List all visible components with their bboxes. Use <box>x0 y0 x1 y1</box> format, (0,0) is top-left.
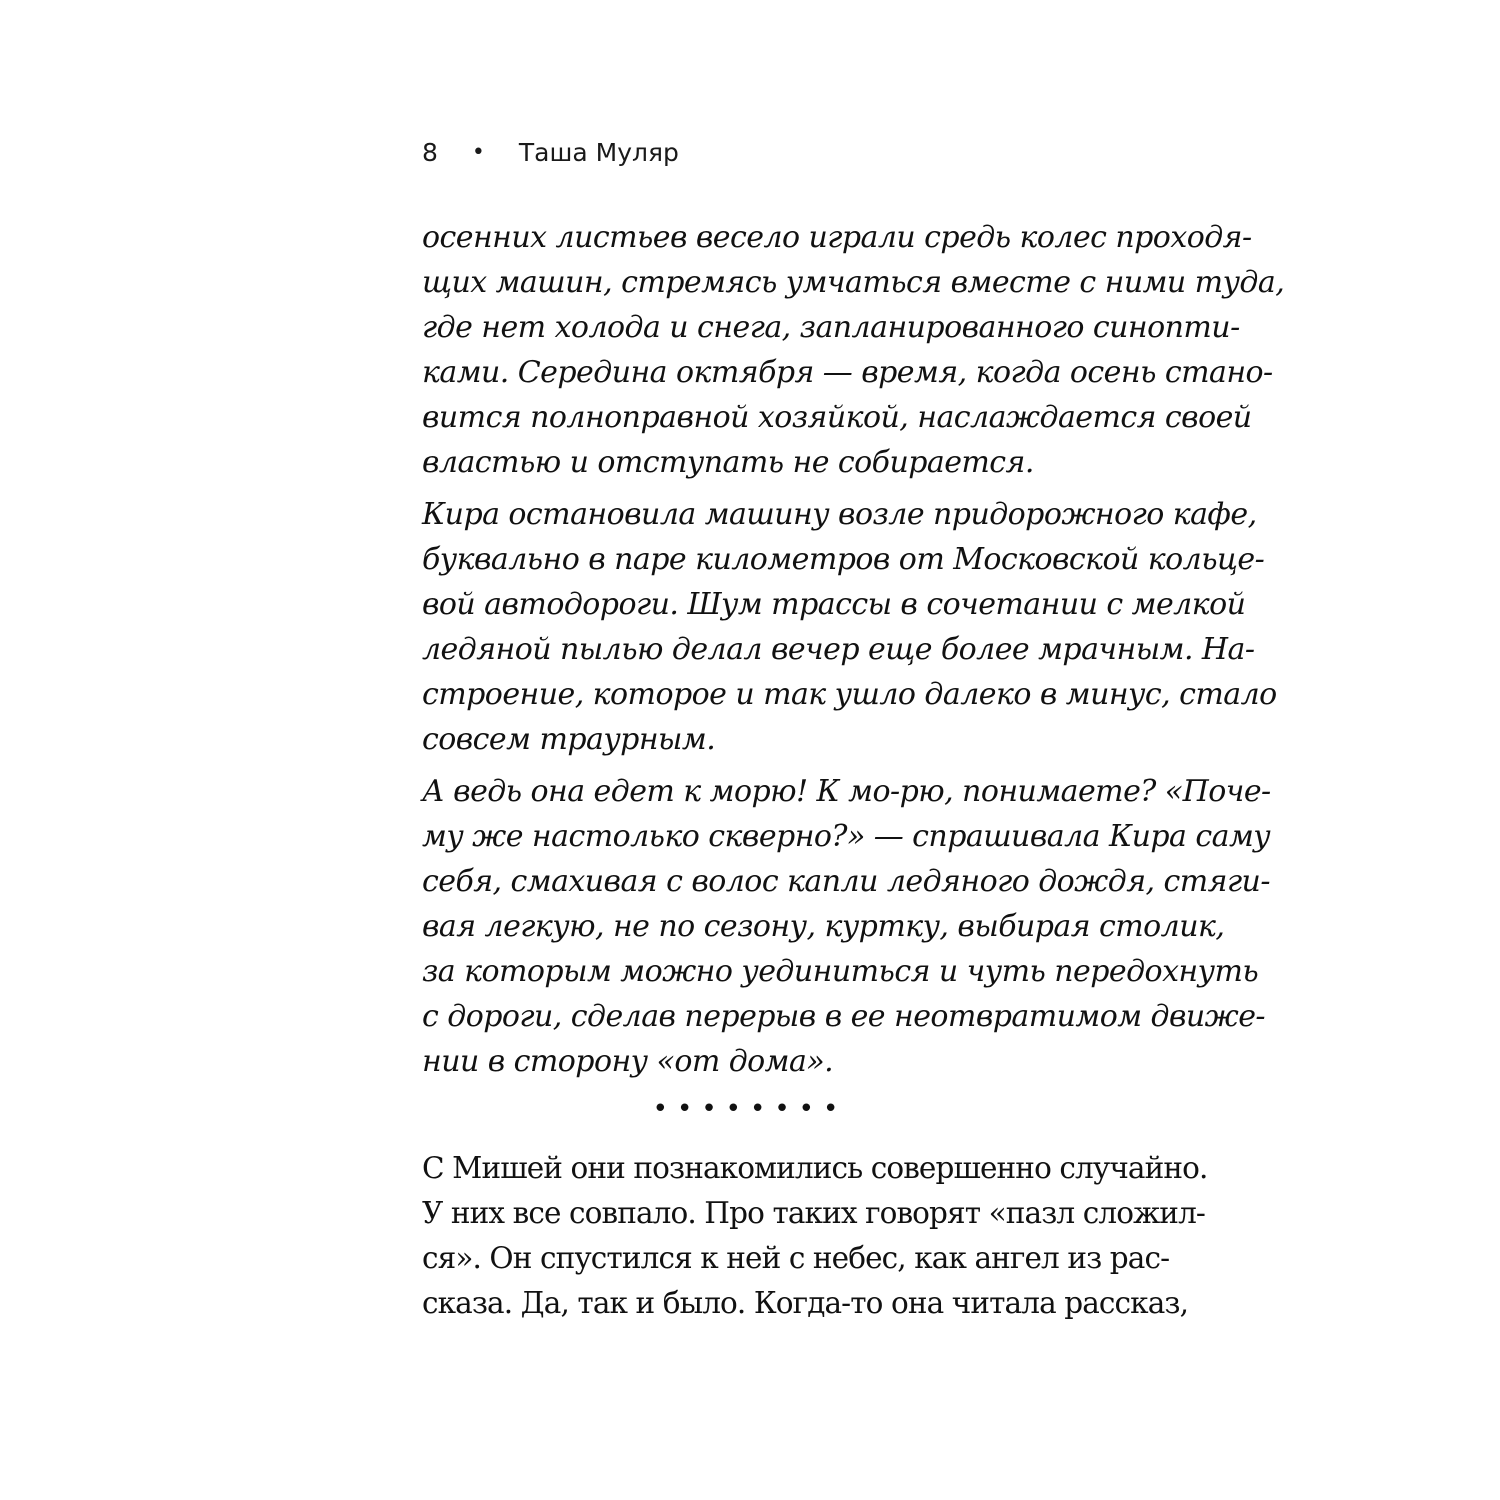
text-line: совсем траурным. <box>422 722 716 757</box>
text-line: нии в сторону «от дома». <box>422 1044 834 1079</box>
text-line: Кира остановила машину возле придорожного кафе, <box>422 497 1257 532</box>
running-header <box>422 138 679 167</box>
text-line: буквально в паре километров от Московской кольце- <box>422 542 1265 577</box>
text-line: У них все совпало. Про таких говорят «пазл сложил- <box>422 1196 1205 1230</box>
text-line: щих машин, стремясь умчаться вместе с ними туда, <box>422 265 1285 300</box>
text-line: ся». Он спустился к ней с небес, как ангел из рас- <box>422 1241 1170 1275</box>
header-bullet: • <box>471 140 485 165</box>
text-line: властью и отступать не собирается. <box>422 445 1034 480</box>
text-line: где нет холода и снега, запланированного синопти- <box>422 310 1240 345</box>
page-number: 8 <box>422 138 438 167</box>
text-line: ледяной пылью делал вечер еще более мрачным. На- <box>422 632 1255 667</box>
text-line: за которым можно уединиться и чуть передохнуть <box>422 954 1259 989</box>
text-line: вой автодороги. Шум трассы в сочетании с мелкой <box>422 587 1246 622</box>
text-line: сказа. Да, так и было. Когда-то она читала рассказ, <box>422 1286 1189 1320</box>
text-line: осенних листьев весело играли средь колес проходя- <box>422 220 1252 255</box>
text-line: строение, которое и так ушло далеко в минус, стало <box>422 677 1277 712</box>
text-line: с дороги, сделав перерыв в ее неотвратимом движе- <box>422 999 1266 1034</box>
text-line: вая легкую, не по сезону, куртку, выбирая столик, <box>422 909 1225 944</box>
text-line: С Мишей они познакомились совершенно случайно. <box>422 1151 1208 1185</box>
text-line: му же настолько скверно?» — спрашивала Кира саму <box>422 819 1271 854</box>
text-line: А ведь она едет к морю! К мо-рю, понимаете? «Поче- <box>422 774 1271 809</box>
author-name: Таша Муляр <box>518 138 679 167</box>
text-line: ками. Середина октября — время, когда осень стано- <box>422 355 1273 390</box>
section-separator: •••••••• <box>652 1094 848 1124</box>
text-line: себя, смахивая с волос капли ледяного дождя, стяги- <box>422 864 1270 899</box>
text-line: вится полноправной хозяйкой, наслаждается своей <box>422 400 1252 435</box>
